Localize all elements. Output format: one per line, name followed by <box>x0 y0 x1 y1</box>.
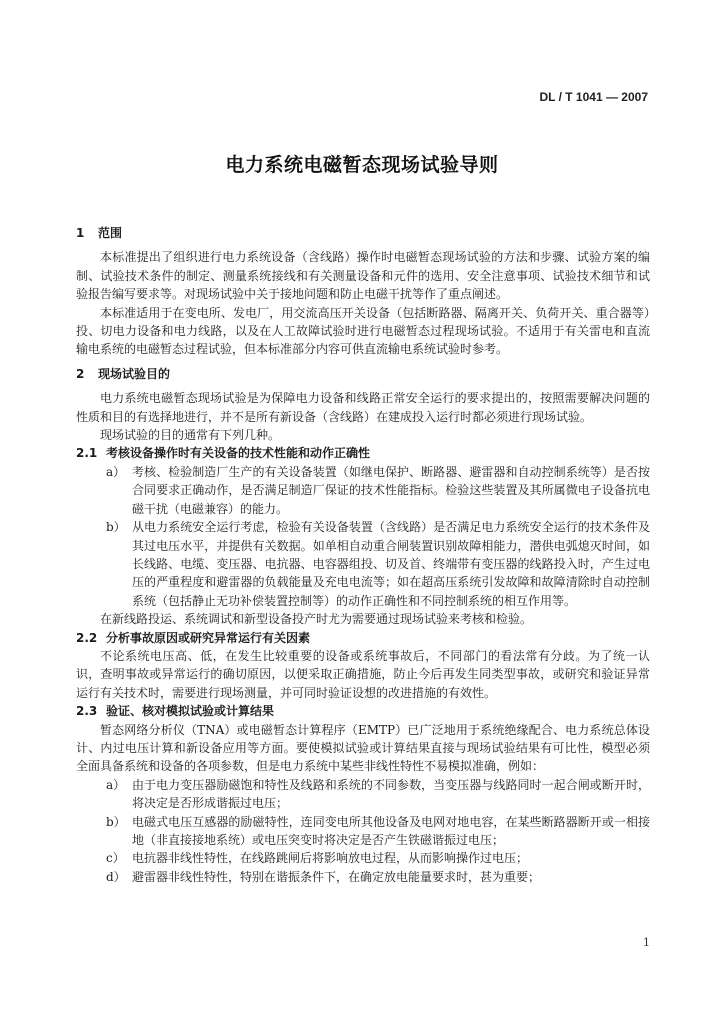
list-label: a） <box>106 464 126 479</box>
paragraph: 在新线路投运、系统调试和新型设备投产时尤为需要通过现场试验来考核和检验。 <box>100 612 533 627</box>
document-title: 电力系统电磁暂态现场试验导则 <box>225 154 499 176</box>
subsection-heading-2-3 <box>76 702 650 720</box>
section-number: 2.3 <box>76 704 98 719</box>
standard-code: DL / T 1041 — 2007 <box>539 90 648 104</box>
list-label: b） <box>106 814 126 829</box>
list-text: 考核、检验制造厂生产的有关设备装置（如继电保护、断路器、避雷器和自动控制系统等）是否按合同要求正确动作，是否满足制造厂保证的技术性能指标。检验这些装置及其所属微电子设备抗电磁干扰（电磁兼容）的能力。 <box>132 464 650 516</box>
paragraph: 本标准适用于在变电所、发电厂，用交流高压开关设备（包括断路器、隔离开关、负荷开关、重合器等）投、切电力设备和电力线路，以及在人工故障试验时进行电磁暂态过程现场试验。不适用于有关雷电和直流输电系统的电磁暂态过程试验，但本标准部分内容可供直流输电系统试验时参考。 <box>76 305 650 357</box>
list-label: d） <box>106 869 126 884</box>
list-label: b） <box>106 520 126 535</box>
section-heading-2 <box>76 365 650 383</box>
list-label: a） <box>106 777 126 792</box>
paragraph: 暂态网络分析仪（TNA）或电磁暂态计算程序（EMTP）已广泛地用于系统绝缘配合、电力系统总体设计、内过电压计算和新设备应用等方面。要使模拟试验或计算结果直接与现场试验结果有可比性，模型必须全面具备系统和设备的各项参数，但是电力系统中某些非线性特性不易模拟准确，例如： <box>76 722 650 774</box>
section-title: 考核设备操作时有关设备的技术性能和动作正确性 <box>106 446 371 461</box>
list-text: 电抗器非线性特性，在线路跳闸后将影响放电过程，从而影响操作过电压； <box>132 851 529 866</box>
list-item <box>106 868 650 886</box>
page-number: 1 <box>643 936 650 949</box>
list-item <box>106 463 650 518</box>
list-text: 避雷器非线性特性，特别在谐振条件下，在确定放电能量要求时，甚为重要； <box>132 869 541 884</box>
paragraph: 电力系统电磁暂态现场试验是为保障电力设备和线路正常安全运行的要求提出的，按照需要解决问题的性质和目的有选择地进行，并不是所有新设备（含线路）在建成投入运行时都必须进行现场试验。 <box>76 391 650 424</box>
section-heading-1 <box>76 224 650 242</box>
list-text: 由于电力变压器励磁饱和特性及线路和系统的不同参数，当变压器与线路同时一起合闸或断开时，将决定是否形成谐振过电压； <box>132 777 650 811</box>
list-item <box>106 776 650 813</box>
list-text: 电磁式电压互感器的励磁特性，连同变电所其他设备及电网对地电容，在某些断路器断开或一相接地（非直接接地系统）或电压突变时将决定是否产生铁磁谐振过电压； <box>132 814 650 847</box>
list-item <box>106 813 650 850</box>
section-number: 2 <box>76 366 85 381</box>
section-number: 2.2 <box>76 630 98 645</box>
paragraph: 现场试验的目的通常有下列几种。 <box>100 428 281 443</box>
section-title: 现场试验目的 <box>98 366 171 381</box>
section-title: 验证、核对模拟试验或计算结果 <box>106 704 275 719</box>
section-number: 2.1 <box>76 446 98 461</box>
list-item <box>106 849 650 867</box>
list-item <box>106 518 650 610</box>
subsection-heading-2-2 <box>76 629 650 647</box>
list-text: 从电力系统安全运行考虑，检验有关设备装置（含线路）是否满足电力系统安全运行的技术条件及其过电压水平，并提供有关数据。如单相自动重合闸装置识别故障相能力，潜供电弧熄灭时间，如长线路、电缆、变压器、电抗器、电容器组投、切及首、终端带有变压器的线路投入时，产生过电压的严重程度和避雷器的负载能量及充电电流等；如在超高压系统引发故障和故障清除时自动控制系统（包括静止无功补偿装置控制等）的动作正确性和不同控制系统的相互作用等。 <box>132 520 650 608</box>
subsection-heading-2-1 <box>76 444 650 462</box>
document-body <box>76 224 650 886</box>
paragraph: 不论系统电压高、低，在发生比较重要的设备或系统事故后，不同部门的看法常有分歧。为了统一认识，查明事故或异常运行的确切原因，以便采取正确措施，防止今后再发生同类型事故，或研究和验证异常运行有关技术时，需要进行现场测量，并可同时验证设想的改进措施的有效性。 <box>76 648 650 700</box>
section-title: 分析事故原因或研究异常运行有关因素 <box>106 630 311 645</box>
section-number: 1 <box>76 226 85 240</box>
paragraph: 本标准提出了组织进行电力系统设备（含线路）操作时电磁暂态现场试验的方法和步骤、试验方案的编制、试验技术条件的制定、测量系统接线和有关测量设备和元件的选用、安全注意事项、试验技术细节和试验报告编写要求等。对现场试验中关于接地问题和防止电磁干扰等作了重点阐述。 <box>76 250 650 302</box>
section-title: 范围 <box>98 226 123 240</box>
list-label: c） <box>106 851 125 866</box>
